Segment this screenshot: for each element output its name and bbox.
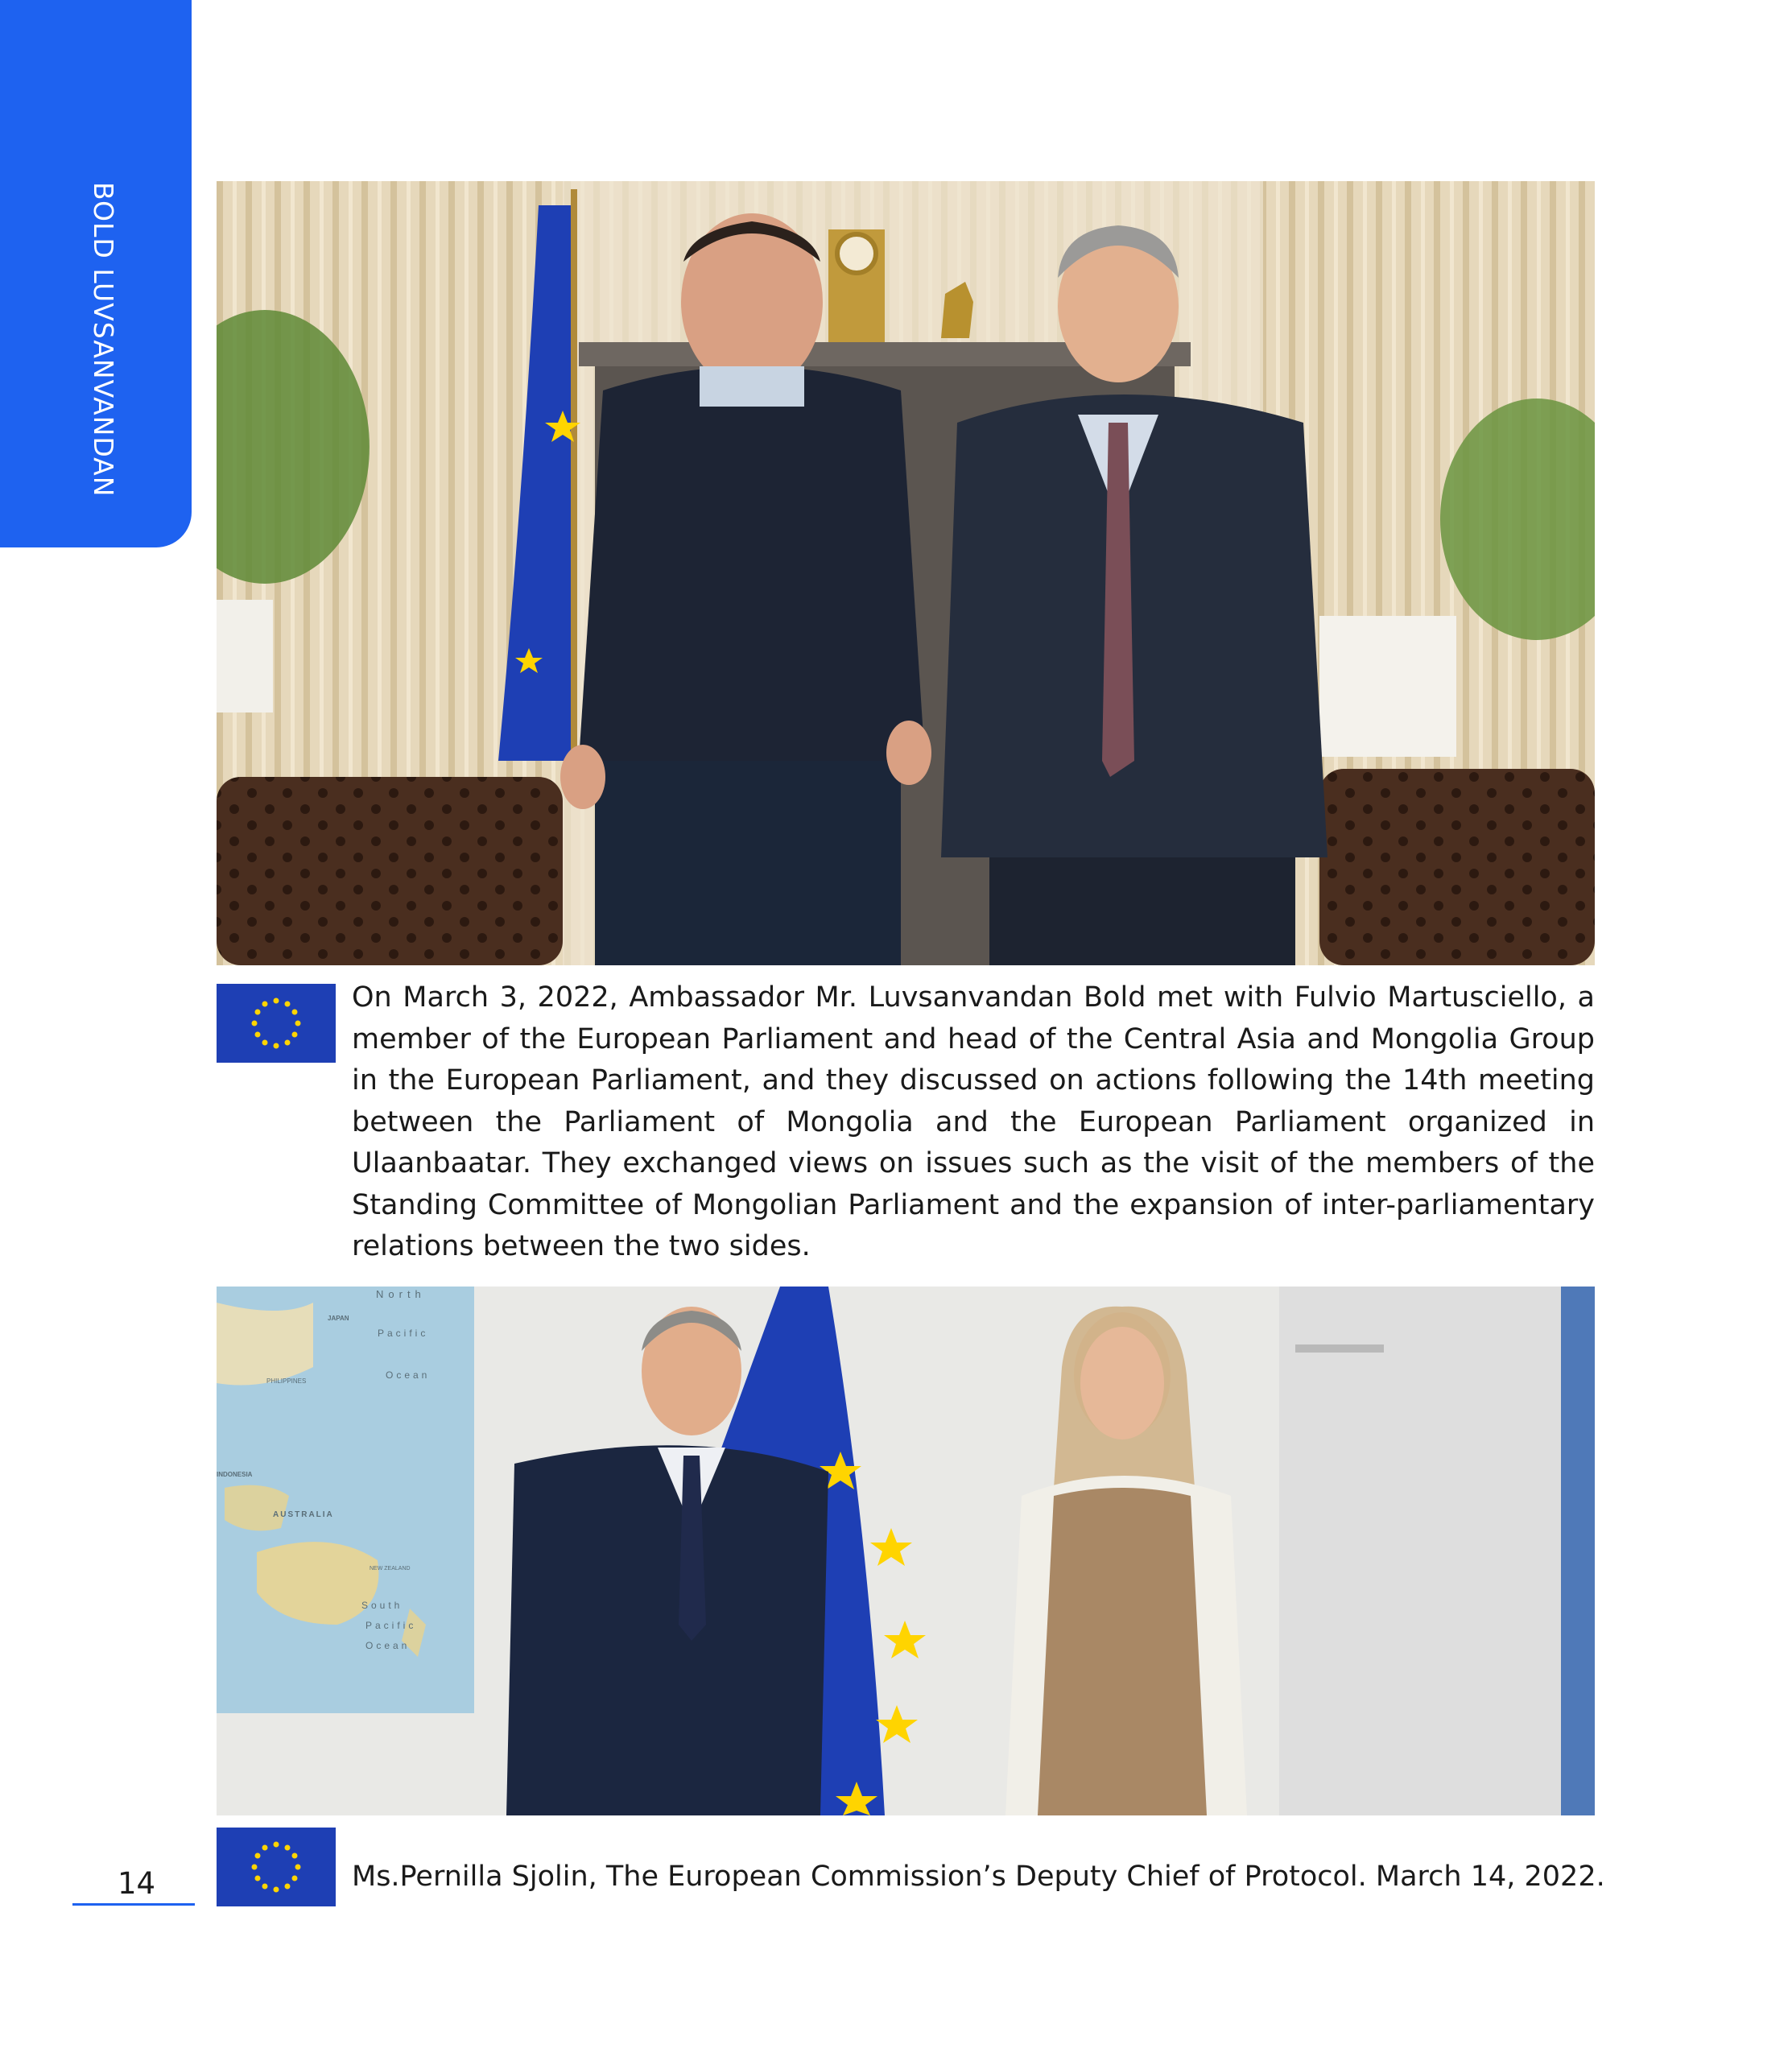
eu-flag-icon [217,1828,336,1906]
map-label-japan: JAPAN [328,1315,349,1322]
photo-meeting-sjolin [217,1287,1595,1815]
map-label-pacific: Pacific [378,1328,429,1339]
map-label-philippines: PHILIPPINES [266,1377,307,1385]
side-tab [0,0,192,547]
page-number-rule [72,1903,195,1906]
eu-flag-icon [217,984,336,1063]
side-tab-title: BOLD LUVSANVANDAN [88,182,119,498]
map-label-south-ocean: Ocean [365,1640,411,1651]
map-label-south-pacific: Pacific [365,1620,417,1631]
map-label-north: North [376,1288,426,1300]
map-label-ocean: Ocean [386,1369,431,1381]
caption-second-meeting: Ms.Pernilla Sjolin, The European Commission’s Deputy Chief of Protocol. March 14, 2022. [352,1861,1605,1893]
map-label-new-zealand: NEW ZEALAND [370,1566,411,1572]
photo-meeting-martusciello [217,181,1595,965]
map-label-south: South [361,1600,403,1611]
map-label-indonesia: INDONESIA [217,1471,253,1478]
map-label-australia: AUSTRALIA [273,1510,334,1519]
caption-first-meeting: On March 3, 2022, Ambassador Mr. Luvsanvandan Bold met with Fulvio Martusciello, a member of the European Parliament and head of the Central Asia and Mongolia Group in the European Parliament, and they discussed on actions following the 14th meeting between the Parliament of Mongolia and the European Parliament organized in Ulaanbaatar. They exchanged views on issues such as the visit of the members of the Standing Committee of Mongolian Parliament and the expansion of inter-parliamentary relations between the two sides. [352,981,1595,1262]
page-number: 14 [118,1866,156,1901]
